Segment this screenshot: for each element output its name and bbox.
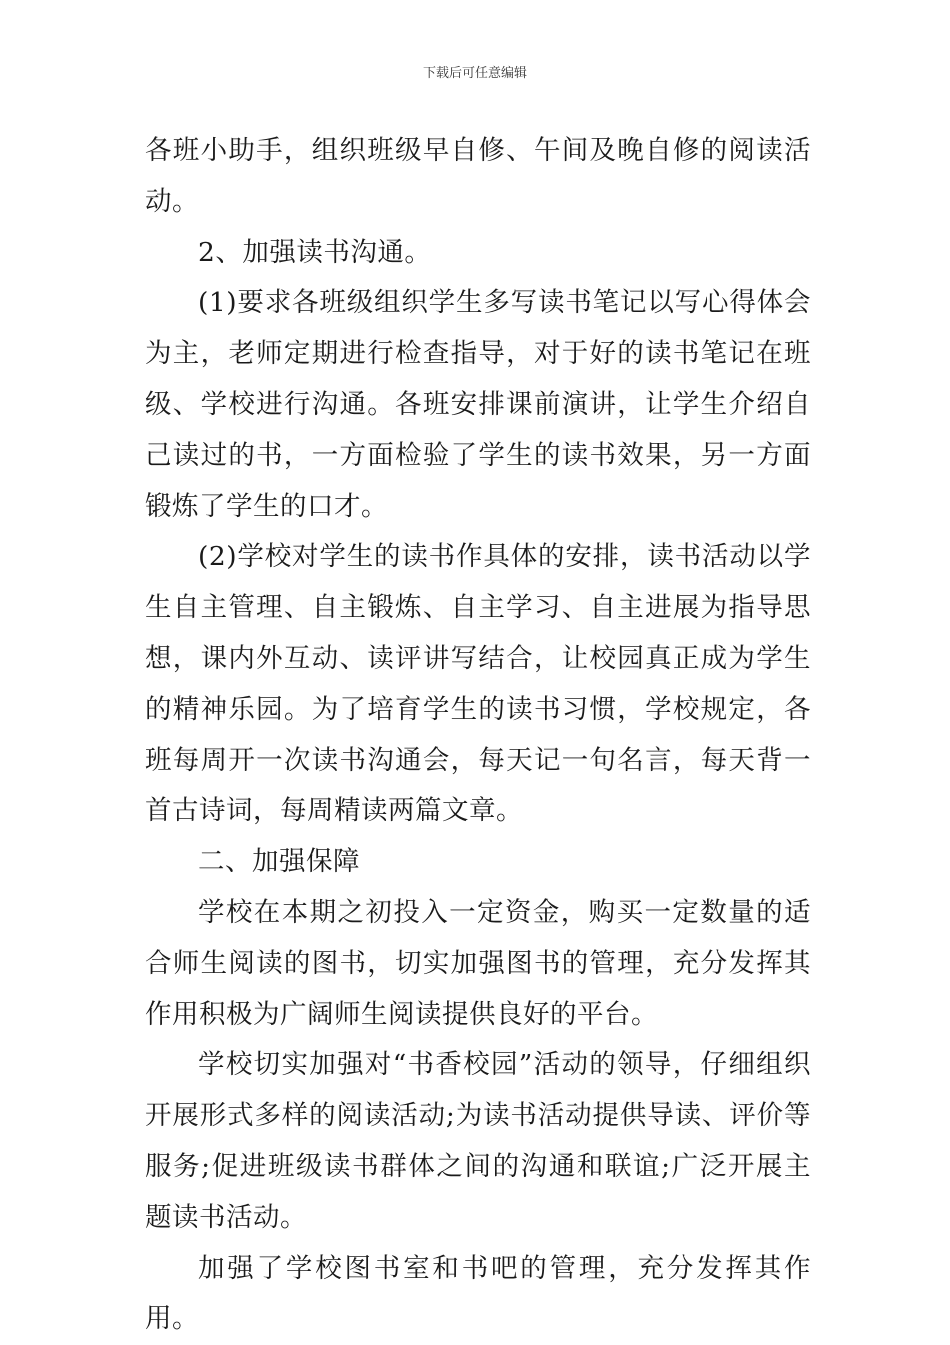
paragraph-6: 学校在本期之初投入一定资金，购买一定数量的适合师生阅读的图书，切实加强图书的管理，充分发挥其作用积极为广阔师生阅读提供良好的平台。 bbox=[145, 896, 811, 1030]
paragraph-7: 学校切实加强对“书香校园”活动的领导，仔细组织开展形式多样的阅读活动;为读书活动提供导读、评价等服务;促进班级读书群体之间的沟通和联谊;广泛开展主题读书活动。 bbox=[145, 1049, 811, 1233]
document-body bbox=[145, 126, 811, 1345]
paragraph-1: 各班小助手，组织班级早自修、午间及晚自修的阅读活动。 bbox=[145, 135, 811, 217]
paragraph-2: 2、加强读书沟通。 bbox=[198, 236, 432, 268]
page-header: 下载后可任意编辑 bbox=[422, 66, 527, 81]
paragraph-8: 加强了学校图书室和书吧的管理，充分发挥其作用。 bbox=[145, 1252, 811, 1335]
section-heading: 二、加强保障 bbox=[198, 846, 360, 878]
paragraph-4: (2)学校对学生的读书作具体的安排，读书活动以学生自主管理、自主锻炼、自主学习、自主进展为指导思想，课内外互动、读评讲写结合，让校园真正成为学生的精神乐园。为了培育学生的读书习惯，学校规定，各班每周开一次读书沟通会，每天记一句名言，每天背一首古诗词，每周精读两篇文章。 bbox=[145, 541, 811, 827]
paragraph-3: (1)要求各班级组织学生多写读书笔记以写心得体会为主，老师定期进行检查指导，对于好的读书笔记在班级、学校进行沟通。各班安排课前演讲，让学生介绍自己读过的书，一方面检验了学生的读书效果，另一方面锻炼了学生的口才。 bbox=[145, 287, 811, 522]
